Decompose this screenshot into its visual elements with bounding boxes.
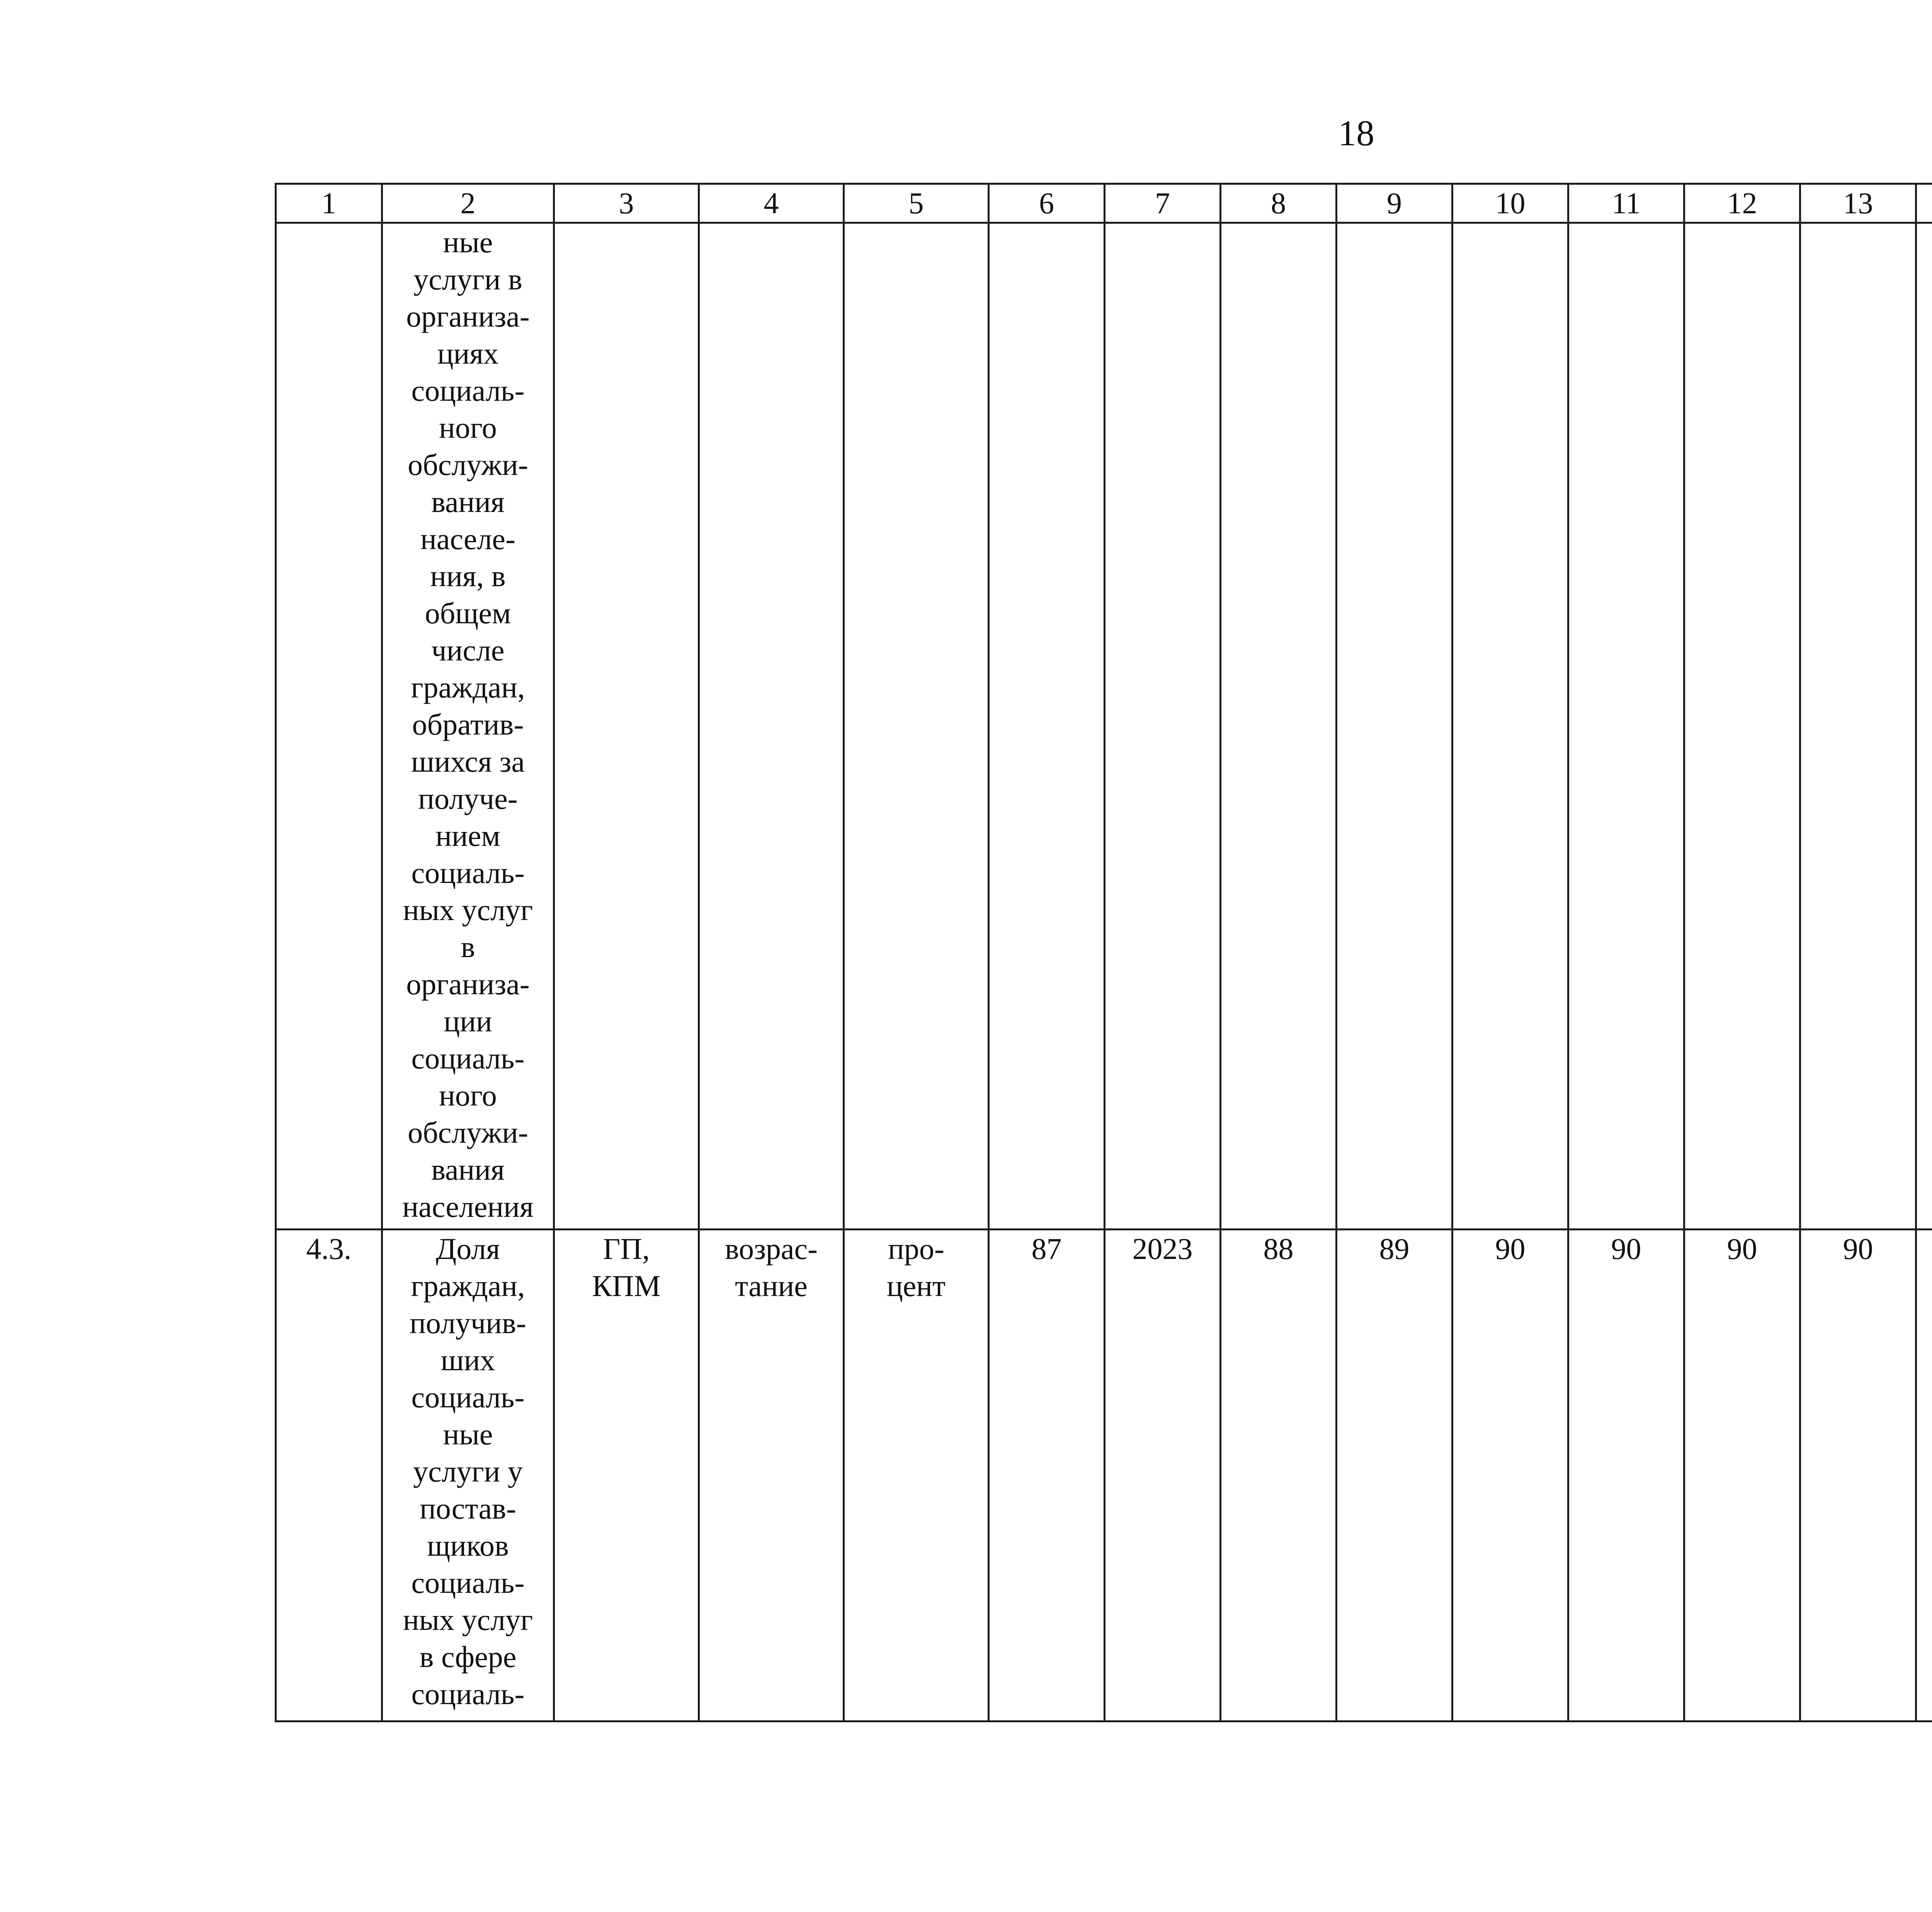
cell-number [276,1230,382,1721]
header-cell: 10 [1452,184,1568,223]
header-cell: 9 [1337,184,1452,223]
cell-text: 4.3. [306,1232,352,1266]
header-cell: 2 [382,184,554,223]
header-cell [1916,184,1932,223]
header-cell: 4 [699,184,844,223]
cell-value [1684,1230,1800,1721]
page-number: 18 [1338,113,1374,153]
cell [1916,223,1932,1230]
header-cell: 3 [554,184,699,223]
header-cell: 11 [1568,184,1684,223]
cell-base-year [1105,1230,1221,1721]
cell-unit [844,1230,989,1721]
cell [989,223,1105,1230]
cell-text: 88 [1263,1232,1294,1266]
cell [1221,223,1337,1230]
cell [554,223,699,1230]
table-row [276,1230,1932,1721]
cell [1568,223,1684,1230]
cell-text: 90 [1495,1232,1526,1266]
cell-trend [699,1230,844,1721]
cell-text: 2023 [1132,1232,1193,1266]
header-cell: 1 [276,184,382,223]
cell-text [1919,1230,1932,1267]
header-cell: 12 [1684,184,1800,223]
cell [1684,223,1800,1230]
cell-text: возрас- тание [724,1232,818,1303]
indicator-table [275,183,1932,1722]
cell [1337,223,1452,1230]
header-cell: 5 [844,184,989,223]
cell-indicator-name [382,223,554,1230]
cell-text: 90 [1727,1232,1757,1266]
cell-value [1916,1230,1932,1721]
cell-text: ные услуги в организа- циях социаль- ного обслужи- вания населе- ния, в общем числе граждан, обратив- шихся за получе- нием социаль- ных услуг в организа- ции социаль- ного обслужи- вания населения [402,225,534,1223]
cell-indicator-name [382,1230,554,1721]
cell-value [1221,1230,1337,1721]
cell-number [276,223,382,1230]
cell-text: ГП, КПМ [592,1232,661,1303]
header-cell: 8 [1221,184,1337,223]
cell-text: 90 [1611,1232,1641,1266]
cell-text: 89 [1379,1232,1410,1266]
cell-value [1568,1230,1684,1721]
header-row [276,184,1932,223]
table-row [276,223,1932,1230]
cell-text: про- цент [886,1232,946,1303]
header-cell: 13 [1800,184,1916,223]
cell [1800,223,1916,1230]
cell [844,223,989,1230]
cell-level [554,1230,699,1721]
cell-text: Доля граждан, получив- ших социаль- ные услуги у постав- щиков социаль- ных услуг в сфере социаль- [403,1232,533,1711]
cell [1452,223,1568,1230]
cell-value [1452,1230,1568,1721]
cell-text: 87 [1031,1232,1062,1266]
header-cell: 7 [1105,184,1221,223]
cell-base-value [989,1230,1105,1721]
cell-text: 90 [1843,1232,1873,1266]
cell-value [1337,1230,1452,1721]
cell [1105,223,1221,1230]
header-cell: 6 [989,184,1105,223]
cell-value [1800,1230,1916,1721]
cell [699,223,844,1230]
